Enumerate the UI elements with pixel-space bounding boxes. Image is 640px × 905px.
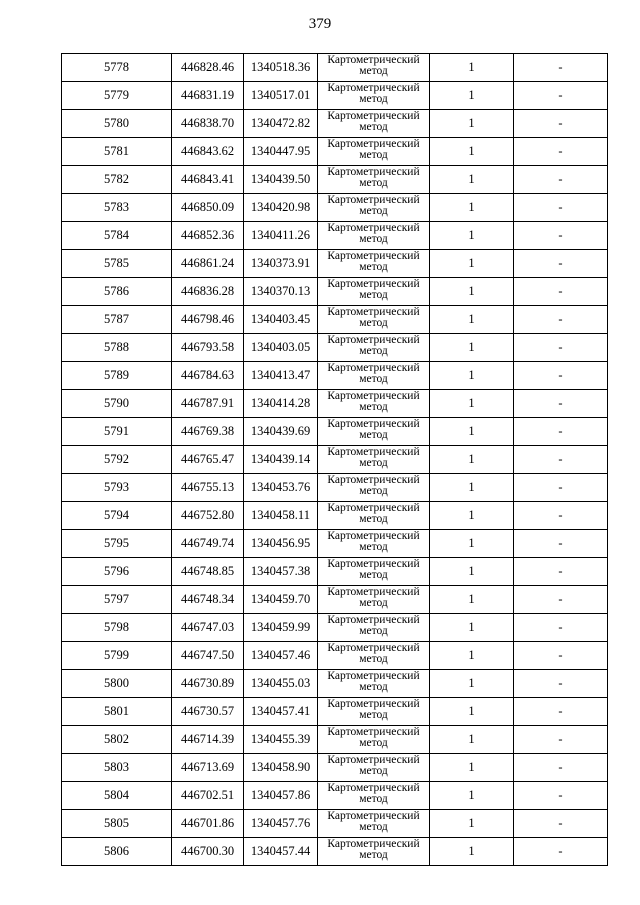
coordinate-x-cell: 446836.28 — [172, 278, 244, 306]
table-row — [62, 362, 608, 390]
description-cell: - — [514, 670, 608, 698]
coordinate-y-cell: 1340455.03 — [244, 670, 318, 698]
coordinate-y-cell: 1340439.14 — [244, 446, 318, 474]
accuracy-cell: 1 — [430, 446, 514, 474]
table-row — [62, 418, 608, 446]
description-cell: - — [514, 530, 608, 558]
method-cell: Картометрический метод — [318, 306, 430, 334]
method-cell: Картометрический метод — [318, 222, 430, 250]
point-number-cell: 5799 — [62, 642, 172, 670]
point-number-cell: 5805 — [62, 810, 172, 838]
table-row — [62, 614, 608, 642]
point-number-cell: 5784 — [62, 222, 172, 250]
table-row — [62, 222, 608, 250]
accuracy-cell: 1 — [430, 110, 514, 138]
accuracy-cell: 1 — [430, 530, 514, 558]
coordinates-table-body — [62, 54, 608, 866]
table-row — [62, 530, 608, 558]
coordinate-y-cell: 1340447.95 — [244, 138, 318, 166]
coordinate-y-cell: 1340439.69 — [244, 418, 318, 446]
point-number-cell: 5794 — [62, 502, 172, 530]
method-cell: Картометрический метод — [318, 250, 430, 278]
description-cell: - — [514, 138, 608, 166]
method-cell: Картометрический метод — [318, 502, 430, 530]
accuracy-cell: 1 — [430, 698, 514, 726]
point-number-cell: 5787 — [62, 306, 172, 334]
description-cell: - — [514, 810, 608, 838]
description-cell: - — [514, 110, 608, 138]
point-number-cell: 5801 — [62, 698, 172, 726]
table-row — [62, 698, 608, 726]
description-cell: - — [514, 194, 608, 222]
coordinate-y-cell: 1340459.99 — [244, 614, 318, 642]
method-cell: Картометрический метод — [318, 278, 430, 306]
description-cell: - — [514, 502, 608, 530]
accuracy-cell: 1 — [430, 810, 514, 838]
coordinate-y-cell: 1340457.46 — [244, 642, 318, 670]
coordinate-y-cell: 1340472.82 — [244, 110, 318, 138]
point-number-cell: 5806 — [62, 838, 172, 866]
accuracy-cell: 1 — [430, 362, 514, 390]
table-row — [62, 250, 608, 278]
accuracy-cell: 1 — [430, 474, 514, 502]
method-cell: Картометрический метод — [318, 782, 430, 810]
coordinate-y-cell: 1340413.47 — [244, 362, 318, 390]
point-number-cell: 5800 — [62, 670, 172, 698]
coordinate-x-cell: 446843.41 — [172, 166, 244, 194]
description-cell: - — [514, 614, 608, 642]
point-number-cell: 5791 — [62, 418, 172, 446]
coordinate-y-cell: 1340411.26 — [244, 222, 318, 250]
accuracy-cell: 1 — [430, 82, 514, 110]
accuracy-cell: 1 — [430, 754, 514, 782]
coordinate-y-cell: 1340517.01 — [244, 82, 318, 110]
method-cell: Картометрический метод — [318, 418, 430, 446]
coordinate-x-cell: 446831.19 — [172, 82, 244, 110]
coordinate-y-cell: 1340459.70 — [244, 586, 318, 614]
coordinate-x-cell: 446793.58 — [172, 334, 244, 362]
table-row — [62, 138, 608, 166]
method-cell: Картометрический метод — [318, 82, 430, 110]
point-number-cell: 5796 — [62, 558, 172, 586]
accuracy-cell: 1 — [430, 166, 514, 194]
point-number-cell: 5785 — [62, 250, 172, 278]
accuracy-cell: 1 — [430, 586, 514, 614]
point-number-cell: 5790 — [62, 390, 172, 418]
method-cell: Картометрический метод — [318, 558, 430, 586]
coordinate-x-cell: 446769.38 — [172, 418, 244, 446]
point-number-cell: 5789 — [62, 362, 172, 390]
description-cell: - — [514, 362, 608, 390]
table-row — [62, 54, 608, 82]
coordinate-x-cell: 446828.46 — [172, 54, 244, 82]
point-number-cell: 5781 — [62, 138, 172, 166]
table-row — [62, 586, 608, 614]
method-cell: Картометрический метод — [318, 362, 430, 390]
coordinate-x-cell: 446713.69 — [172, 754, 244, 782]
coordinate-x-cell: 446748.85 — [172, 558, 244, 586]
coordinate-x-cell: 446765.47 — [172, 446, 244, 474]
description-cell: - — [514, 754, 608, 782]
method-cell: Картометрический метод — [318, 586, 430, 614]
accuracy-cell: 1 — [430, 390, 514, 418]
coordinate-x-cell: 446850.09 — [172, 194, 244, 222]
method-cell: Картометрический метод — [318, 334, 430, 362]
coordinate-x-cell: 446749.74 — [172, 530, 244, 558]
coordinate-x-cell: 446748.34 — [172, 586, 244, 614]
description-cell: - — [514, 222, 608, 250]
table-row — [62, 110, 608, 138]
accuracy-cell: 1 — [430, 838, 514, 866]
point-number-cell: 5797 — [62, 586, 172, 614]
method-cell: Картометрический метод — [318, 530, 430, 558]
method-cell: Картометрический метод — [318, 754, 430, 782]
coordinate-y-cell: 1340458.11 — [244, 502, 318, 530]
point-number-cell: 5782 — [62, 166, 172, 194]
coordinate-y-cell: 1340414.28 — [244, 390, 318, 418]
coordinate-x-cell: 446702.51 — [172, 782, 244, 810]
point-number-cell: 5804 — [62, 782, 172, 810]
method-cell: Картометрический метод — [318, 726, 430, 754]
point-number-cell: 5798 — [62, 614, 172, 642]
description-cell: - — [514, 782, 608, 810]
accuracy-cell: 1 — [430, 726, 514, 754]
point-number-cell: 5783 — [62, 194, 172, 222]
description-cell: - — [514, 642, 608, 670]
coordinate-x-cell: 446701.86 — [172, 810, 244, 838]
coordinate-y-cell: 1340403.05 — [244, 334, 318, 362]
method-cell: Картометрический метод — [318, 838, 430, 866]
table-row — [62, 726, 608, 754]
coordinate-y-cell: 1340455.39 — [244, 726, 318, 754]
coordinate-y-cell: 1340439.50 — [244, 166, 318, 194]
table-row — [62, 502, 608, 530]
point-number-cell: 5795 — [62, 530, 172, 558]
coordinate-y-cell: 1340518.36 — [244, 54, 318, 82]
description-cell: - — [514, 726, 608, 754]
accuracy-cell: 1 — [430, 418, 514, 446]
point-number-cell: 5778 — [62, 54, 172, 82]
table-row — [62, 474, 608, 502]
coordinate-x-cell: 446784.63 — [172, 362, 244, 390]
coordinate-y-cell: 1340457.76 — [244, 810, 318, 838]
accuracy-cell: 1 — [430, 782, 514, 810]
accuracy-cell: 1 — [430, 614, 514, 642]
method-cell: Картометрический метод — [318, 166, 430, 194]
coordinate-y-cell: 1340370.13 — [244, 278, 318, 306]
accuracy-cell: 1 — [430, 642, 514, 670]
method-cell: Картометрический метод — [318, 474, 430, 502]
accuracy-cell: 1 — [430, 670, 514, 698]
coordinate-y-cell: 1340403.45 — [244, 306, 318, 334]
coordinate-x-cell: 446838.70 — [172, 110, 244, 138]
coordinate-y-cell: 1340457.44 — [244, 838, 318, 866]
accuracy-cell: 1 — [430, 54, 514, 82]
point-number-cell: 5788 — [62, 334, 172, 362]
method-cell: Картометрический метод — [318, 110, 430, 138]
coordinate-x-cell: 446747.03 — [172, 614, 244, 642]
table-row — [62, 166, 608, 194]
method-cell: Картометрический метод — [318, 810, 430, 838]
table-row — [62, 782, 608, 810]
coordinate-y-cell: 1340457.38 — [244, 558, 318, 586]
table-row — [62, 194, 608, 222]
point-number-cell: 5802 — [62, 726, 172, 754]
table-row — [62, 838, 608, 866]
coordinate-y-cell: 1340453.76 — [244, 474, 318, 502]
point-number-cell: 5803 — [62, 754, 172, 782]
coordinates-table — [61, 53, 608, 866]
coordinate-x-cell: 446747.50 — [172, 642, 244, 670]
coordinate-x-cell: 446714.39 — [172, 726, 244, 754]
coordinate-x-cell: 446798.46 — [172, 306, 244, 334]
coordinate-x-cell: 446787.91 — [172, 390, 244, 418]
method-cell: Картометрический метод — [318, 642, 430, 670]
table-row — [62, 642, 608, 670]
description-cell: - — [514, 418, 608, 446]
description-cell: - — [514, 838, 608, 866]
coordinate-y-cell: 1340458.90 — [244, 754, 318, 782]
description-cell: - — [514, 474, 608, 502]
page-number: 379 — [308, 16, 332, 32]
point-number-cell: 5780 — [62, 110, 172, 138]
table-row — [62, 390, 608, 418]
point-number-cell: 5779 — [62, 82, 172, 110]
description-cell: - — [514, 558, 608, 586]
coordinate-x-cell: 446730.57 — [172, 698, 244, 726]
accuracy-cell: 1 — [430, 138, 514, 166]
table-row — [62, 754, 608, 782]
accuracy-cell: 1 — [430, 278, 514, 306]
method-cell: Картометрический метод — [318, 138, 430, 166]
coordinate-x-cell: 446843.62 — [172, 138, 244, 166]
point-number-cell: 5786 — [62, 278, 172, 306]
description-cell: - — [514, 306, 608, 334]
table-row — [62, 82, 608, 110]
accuracy-cell: 1 — [430, 306, 514, 334]
coordinate-y-cell: 1340456.95 — [244, 530, 318, 558]
coordinate-x-cell: 446730.89 — [172, 670, 244, 698]
point-number-cell: 5793 — [62, 474, 172, 502]
method-cell: Картометрический метод — [318, 698, 430, 726]
coordinate-x-cell: 446700.30 — [172, 838, 244, 866]
accuracy-cell: 1 — [430, 250, 514, 278]
table-row — [62, 278, 608, 306]
description-cell: - — [514, 278, 608, 306]
point-number-cell: 5792 — [62, 446, 172, 474]
accuracy-cell: 1 — [430, 502, 514, 530]
description-cell: - — [514, 54, 608, 82]
coordinate-x-cell: 446755.13 — [172, 474, 244, 502]
method-cell: Картометрический метод — [318, 670, 430, 698]
coordinate-y-cell: 1340457.86 — [244, 782, 318, 810]
description-cell: - — [514, 82, 608, 110]
table-row — [62, 558, 608, 586]
table-row — [62, 306, 608, 334]
description-cell: - — [514, 446, 608, 474]
accuracy-cell: 1 — [430, 334, 514, 362]
method-cell: Картометрический метод — [318, 54, 430, 82]
coordinate-x-cell: 446852.36 — [172, 222, 244, 250]
coordinate-x-cell: 446861.24 — [172, 250, 244, 278]
coordinate-y-cell: 1340420.98 — [244, 194, 318, 222]
description-cell: - — [514, 250, 608, 278]
accuracy-cell: 1 — [430, 194, 514, 222]
description-cell: - — [514, 166, 608, 194]
coordinate-y-cell: 1340457.41 — [244, 698, 318, 726]
coordinate-x-cell: 446752.80 — [172, 502, 244, 530]
method-cell: Картометрический метод — [318, 614, 430, 642]
table-row — [62, 810, 608, 838]
method-cell: Картометрический метод — [318, 194, 430, 222]
method-cell: Картометрический метод — [318, 390, 430, 418]
description-cell: - — [514, 698, 608, 726]
description-cell: - — [514, 586, 608, 614]
table-row — [62, 334, 608, 362]
table-row — [62, 670, 608, 698]
accuracy-cell: 1 — [430, 222, 514, 250]
description-cell: - — [514, 334, 608, 362]
table-row — [62, 446, 608, 474]
coordinate-y-cell: 1340373.91 — [244, 250, 318, 278]
method-cell: Картометрический метод — [318, 446, 430, 474]
accuracy-cell: 1 — [430, 558, 514, 586]
description-cell: - — [514, 390, 608, 418]
